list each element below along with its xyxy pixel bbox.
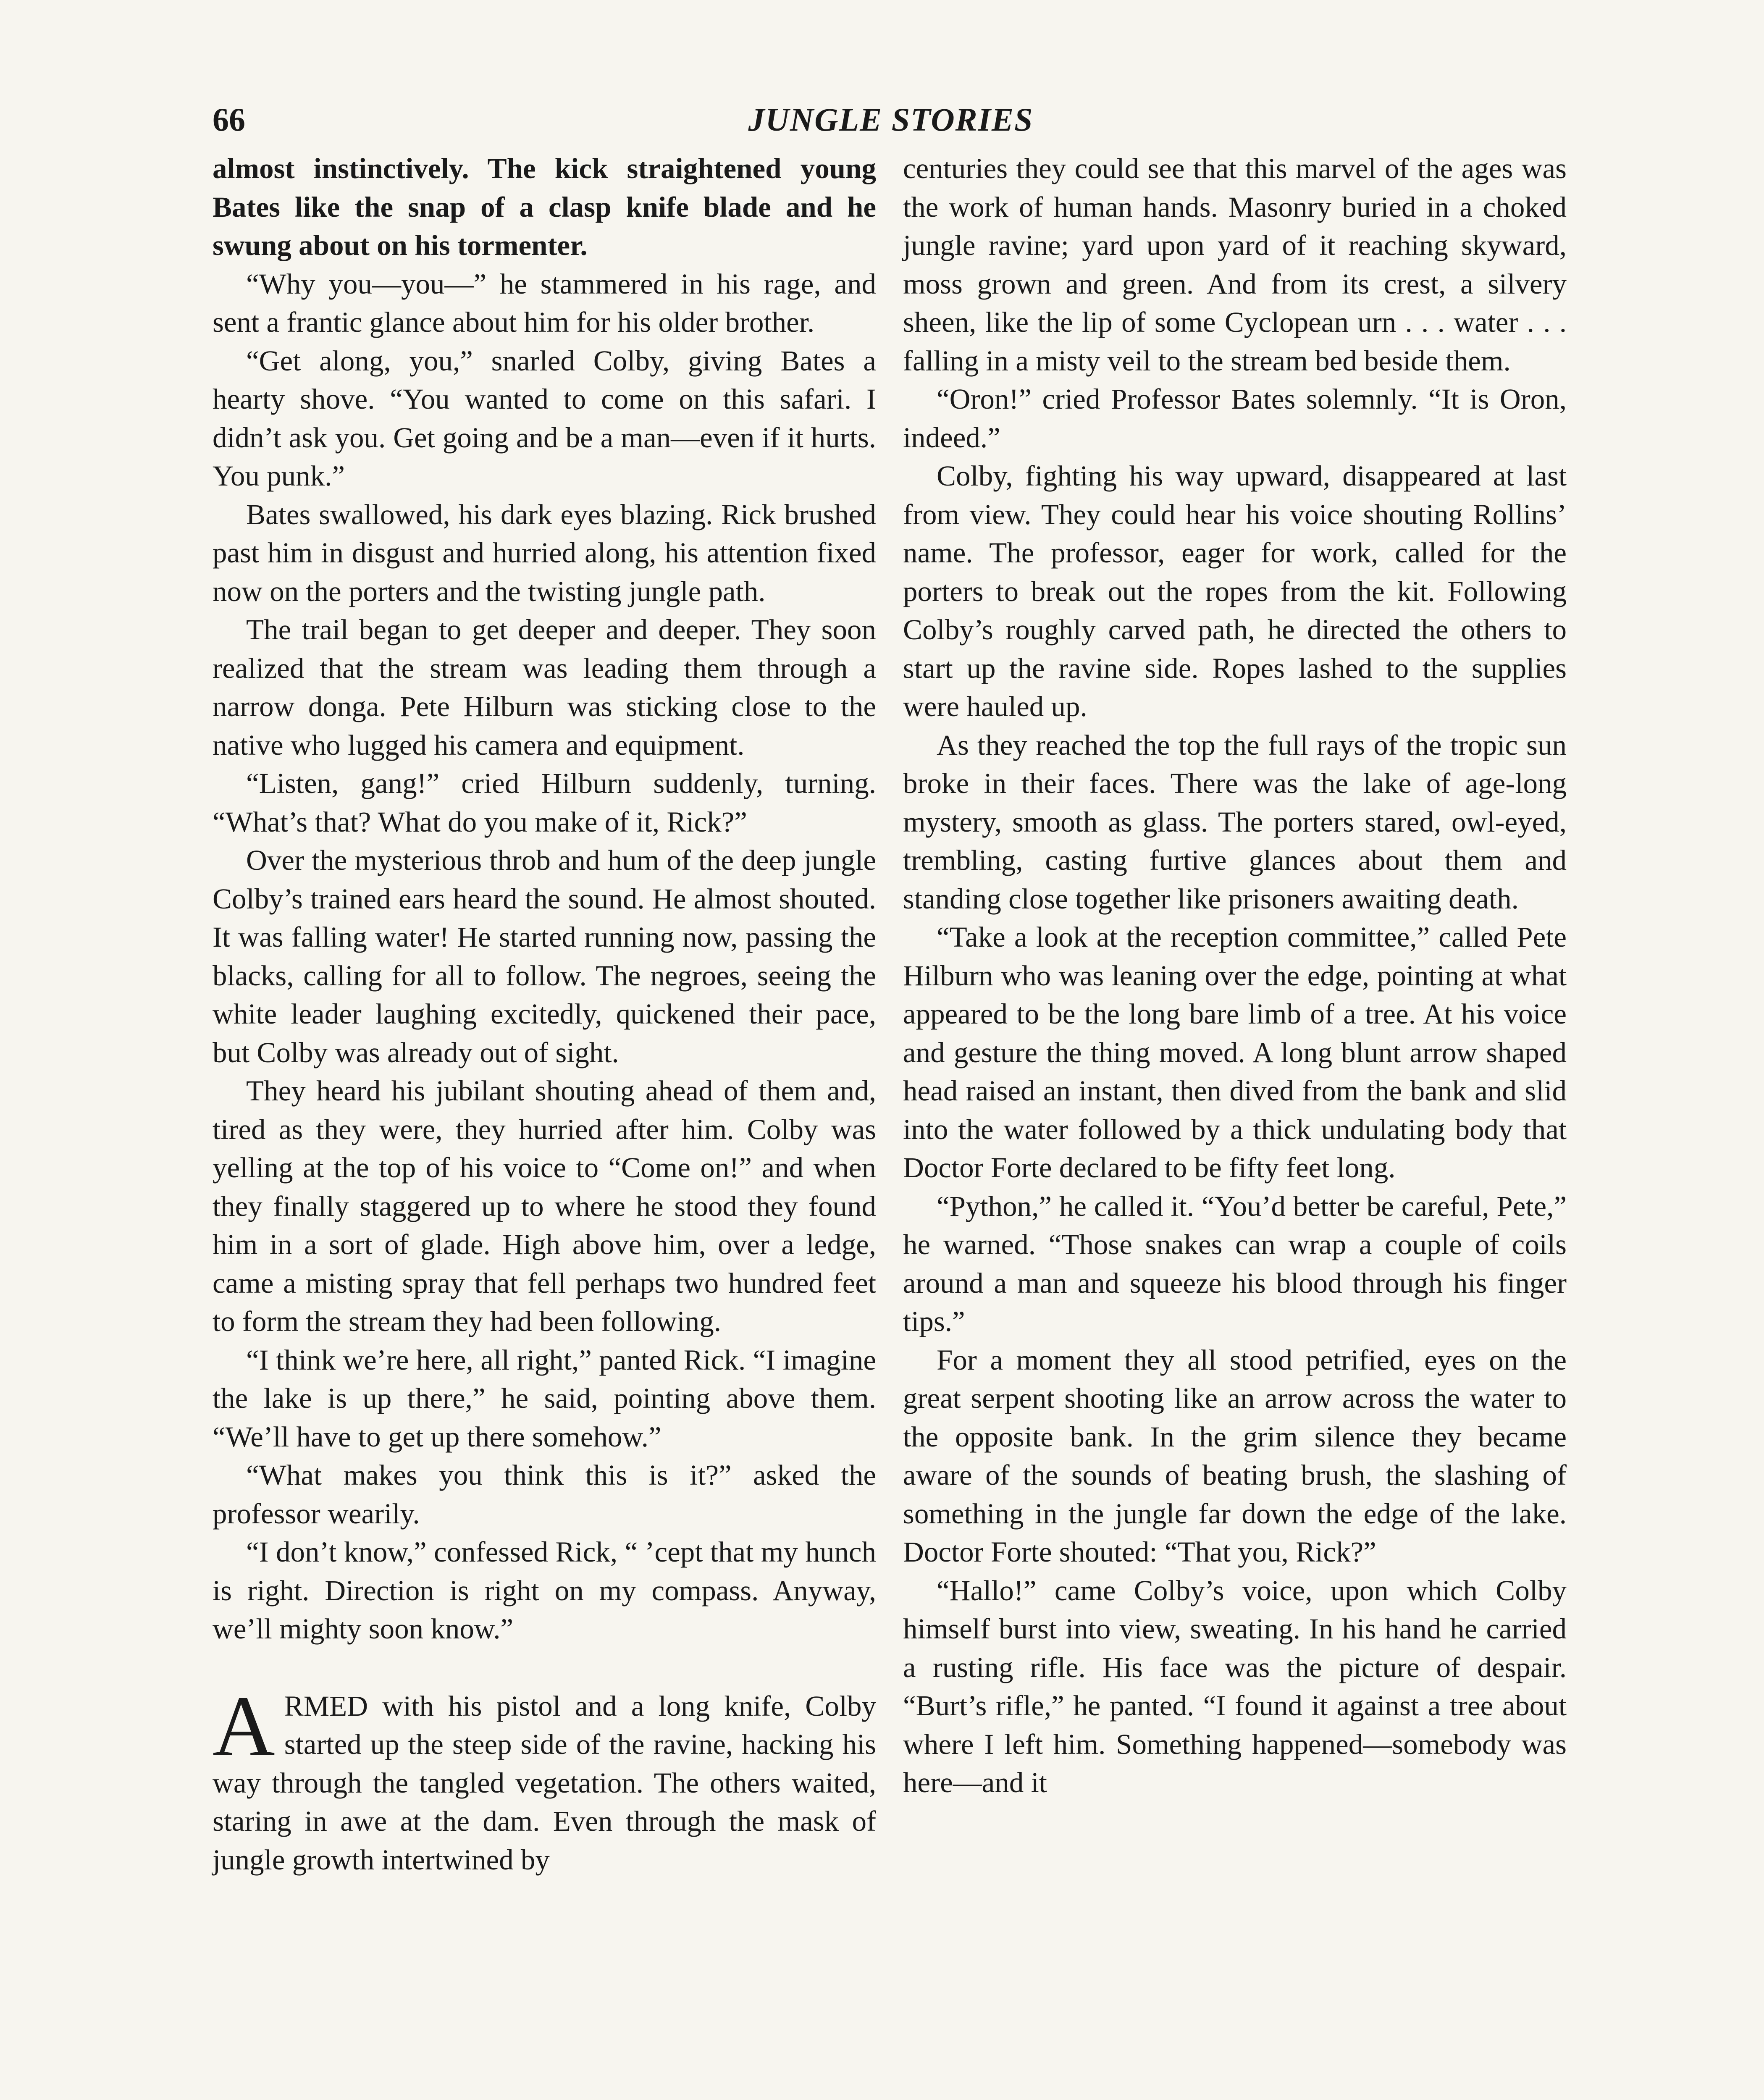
running-title: JUNGLE STORIES <box>748 101 1034 138</box>
paragraph: “Hallo!” came Colby’s voice, upon which Colby himself burst into view, sweating. In his hand he carried a rusting rifle. His face was the picture of despair. “Burt’s rifle,” he panted. “I found it against a tree about where I left him. Something happened—somebody was here—and it <box>903 1574 1567 1798</box>
section-text: RMED with his pistol and a long knife, Colby started up the steep side of the ravine, hacking his way through the tangled vegetation. The others waited, staring in awe at the dam. Even through the mask of jungle growth intertwined by <box>213 1690 876 1876</box>
paragraph: “What makes you think this is it?” asked the professor wearily. <box>213 1459 876 1530</box>
paragraph: almost instinctively. The kick straightened young Bates like the snap of a clasp knife blade and he swung about on his tormenter. <box>213 152 876 261</box>
right-column <box>903 150 1567 1802</box>
paragraph: Bates swallowed, his dark eyes blazing. Rick brushed past him in disgust and hurried along, his attention fixed now on the porters and the twisting jungle path. <box>213 498 876 607</box>
paragraph: “Take a look at the reception committee,” called Pete Hilburn who was leaning over the edge, pointing at what appeared to be the long bare limb of a tree. At his voice and gesture the thing moved. A long blunt arrow shaped head raised an instant, then dived from the bank and slid into the water followed by a thick undulating body that Doctor Forte declared to be fifty feet long. <box>903 921 1567 1184</box>
paragraph: “Listen, gang!” cried Hilburn suddenly, turning. “What’s that? What do you make of it, Rick?” <box>213 767 876 838</box>
page-number: 66 <box>213 101 245 138</box>
left-column <box>213 150 876 1879</box>
paragraph: “Why you—you—” he stammered in his rage, and sent a frantic glance about him for his older brother. <box>213 268 876 338</box>
paragraph: centuries they could see that this marvel of the ages was the work of human hands. Masonry buried in a choked jungle ravine; yard upon yard of it reaching skyward, moss grown and green. And from its crest, a silvery sheen, like the lip of some Cyclopean urn . . . water . . . falling in a misty veil to the stream bed beside them. <box>903 152 1567 377</box>
paragraph: “Get along, you,” snarled Colby, giving Bates a hearty shove. “You wanted to come on this safari. I didn’t ask you. Get going and be a man—even if it hurts. You punk.” <box>213 344 876 492</box>
paragraph: “I don’t know,” confessed Rick, “ ’cept that my hunch is right. Direction is right on my compass. Anyway, we’ll mighty soon know.” <box>213 1536 876 1645</box>
paragraph: As they reached the top the full rays of the tropic sun broke in their faces. There was the lake of age-long mystery, smooth as glass. The porters stared, owl-eyed, trembling, casting furtive glances about them and standing close together like prisoners awaiting death. <box>903 729 1567 915</box>
paragraph: “Python,” he called it. “You’d better be careful, Pete,” he warned. “Those snakes can wrap a couple of coils around a man and squeeze his blood through his finger tips.” <box>903 1190 1567 1337</box>
paragraph: The trail began to get deeper and deeper. They soon realized that the stream was leading them through a narrow donga. Pete Hilburn was sticking close to the native who lugged his camera and equipment. <box>213 614 876 761</box>
drop-cap: A <box>213 1677 275 1774</box>
paragraph: Over the mysterious throb and hum of the deep jungle Colby’s trained ears heard the sound. He almost shouted. It was falling water! He started running now, passing the blacks, calling for all to follow. The negroes, seeing the white leader laughing excitedly, quickened their pace, but Colby was already out of sight. <box>213 844 876 1068</box>
section-opening-paragraph <box>213 1677 876 1880</box>
paragraph: For a moment they all stood petrified, eyes on the great serpent shooting like an arrow across the water to the opposite bank. In the grim silence they became aware of the sounds of beating brush, the slashing of something in the jungle far down the edge of the lake. Doctor Forte shouted: “That you, Rick?” <box>903 1344 1567 1568</box>
paragraph: Colby, fighting his way upward, disappeared at last from view. They could hear his voice shouting Rollins’ name. The professor, eager for work, called for the porters to break out the ropes from the kit. Following Colby’s roughly carved path, he directed the others to start up the ravine side. Ropes lashed to the supplies were hauled up. <box>903 460 1567 722</box>
page-header <box>213 88 1569 151</box>
paragraph: “I think we’re here, all right,” panted Rick. “I imagine the lake is up there,” he said, pointing above them. “We’ll have to get up there somehow.” <box>213 1344 876 1453</box>
paragraph: They heard his jubilant shouting ahead of them and, tired as they were, they hurried after him. Colby was yelling at the top of his voice to “Come on!” and when they finally staggered up to where he stood they found him in a sort of glade. High above him, over a ledge, came a misting spray that fell perhaps two hundred feet to form the stream they had been following. <box>213 1075 876 1337</box>
paragraph: “Oron!” cried Professor Bates solemnly. “It is Oron, indeed.” <box>903 383 1567 454</box>
